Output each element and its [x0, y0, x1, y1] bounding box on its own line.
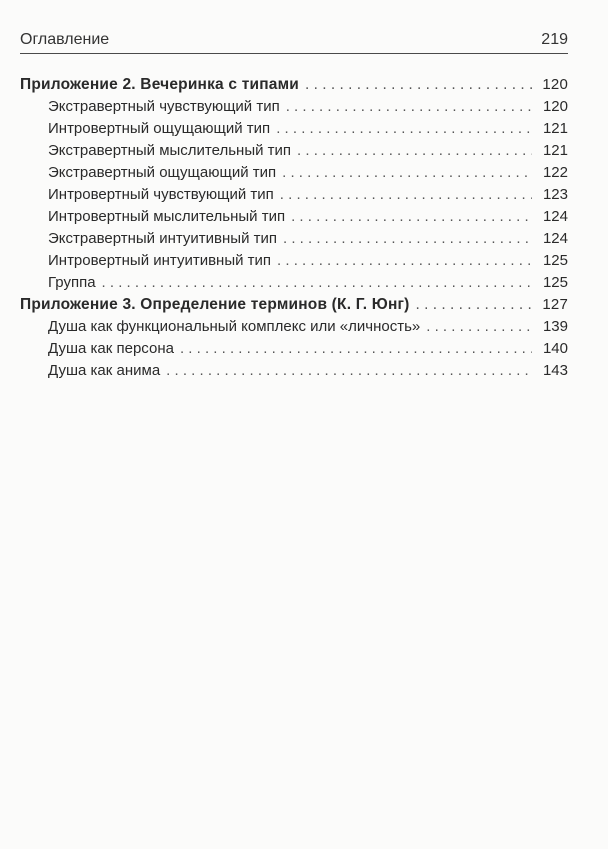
toc-entry-title: Интровертный чувствующий тип: [48, 186, 274, 203]
toc-page-number: 121: [542, 142, 568, 159]
toc-page-number: 124: [542, 208, 568, 225]
header-page-number: 219: [541, 31, 568, 48]
running-header: [20, 30, 568, 54]
toc-entry[interactable]: [20, 184, 568, 206]
toc-page-number: 143: [542, 362, 568, 379]
toc-entry[interactable]: [20, 360, 568, 382]
dot-leader: [102, 272, 532, 294]
toc-page-number: 127: [542, 296, 568, 313]
toc-page-number: 125: [542, 252, 568, 269]
table-of-contents: [20, 74, 568, 382]
toc-page-number: 125: [542, 274, 568, 291]
dot-leader: [283, 228, 532, 250]
dot-leader: [277, 250, 532, 272]
toc-entry-title: Группа: [48, 274, 96, 291]
toc-section-appendix-3[interactable]: [20, 294, 568, 316]
toc-entry-title: Интровертный мыслительный тип: [48, 208, 286, 225]
toc-page-number: 121: [542, 120, 568, 137]
toc-entry-title: Душа как анима: [48, 362, 161, 379]
toc-entry-title: Интровертный интуитивный тип: [48, 252, 272, 269]
toc-entry-title: Душа как персона: [48, 340, 174, 357]
toc-entry[interactable]: [20, 118, 568, 140]
toc-entry[interactable]: [20, 250, 568, 272]
toc-page-number: 140: [542, 340, 568, 357]
dot-leader: [280, 184, 532, 206]
dot-leader: [282, 162, 532, 184]
dot-leader: [305, 74, 532, 96]
dot-leader: [166, 360, 532, 382]
dot-leader: [276, 118, 532, 140]
toc-page-number: 120: [542, 98, 568, 115]
toc-entry[interactable]: [20, 228, 568, 250]
dot-leader: [426, 316, 532, 338]
toc-page-number: 120: [542, 76, 568, 93]
dot-leader: [297, 140, 532, 162]
toc-entry[interactable]: [20, 206, 568, 228]
toc-entry-title: Экстравертный ощущающий тип: [48, 164, 277, 181]
toc-entry-title: Интровертный ощущающий тип: [48, 120, 271, 137]
toc-section-title: Приложение 3. Определение терминов (К. Г. Юнг): [20, 296, 410, 313]
toc-entry-title: Экстравертный чувствующий тип: [48, 98, 280, 115]
dot-leader: [291, 206, 532, 228]
dot-leader: [286, 96, 532, 118]
toc-entry[interactable]: [20, 96, 568, 118]
toc-page-number: 124: [542, 230, 568, 247]
header-section-title: Оглавление: [20, 31, 110, 48]
toc-entry[interactable]: [20, 338, 568, 360]
toc-entry[interactable]: [20, 140, 568, 162]
toc-page-number: 122: [542, 164, 568, 181]
toc-section-appendix-2[interactable]: [20, 74, 568, 96]
dot-leader: [180, 338, 532, 360]
toc-entry-title: Экстравертный мыслительный тип: [48, 142, 292, 159]
dot-leader: [416, 294, 532, 316]
toc-entry-title: Экстравертный интуитивный тип: [48, 230, 277, 247]
toc-page-number: 123: [542, 186, 568, 203]
toc-entry[interactable]: [20, 316, 568, 338]
toc-entry[interactable]: [20, 162, 568, 184]
toc-entry-title: Душа как функциональный комплекс или «личность»: [48, 318, 421, 335]
toc-page-number: 139: [542, 318, 568, 335]
toc-entry[interactable]: [20, 272, 568, 294]
toc-section-title: Приложение 2. Вечеринка с типами: [20, 76, 300, 93]
